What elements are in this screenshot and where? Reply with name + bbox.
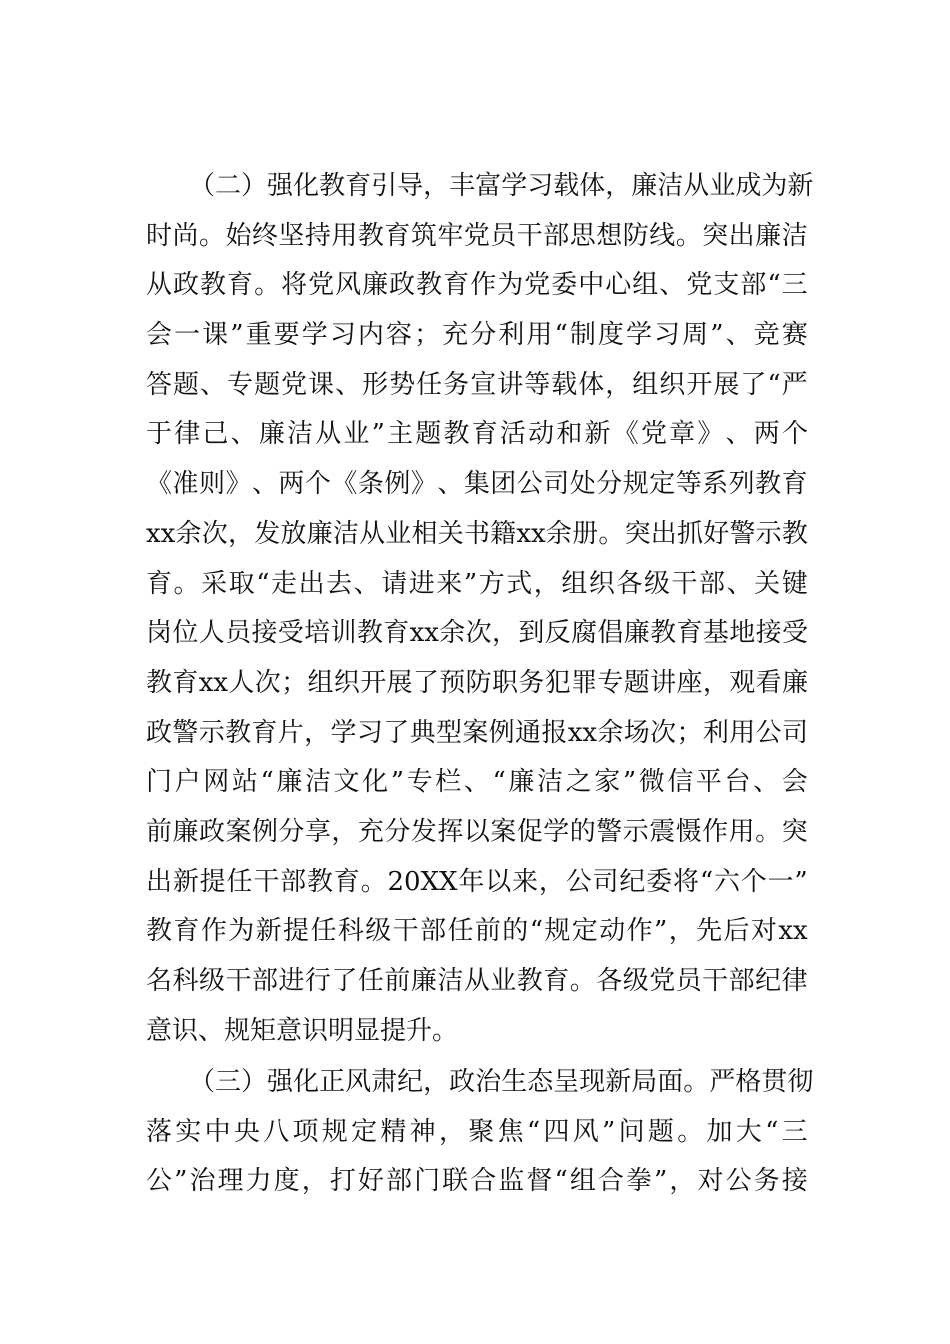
text-line: 落 实 中 央 八 项 规 定 精 神 ， 聚 焦 “ 四 风 ” 问 题 。 加 大 “ 三 [146, 1116, 808, 1147]
text-line: 答 题 、 专 题 党 课 、 形 势 任 务 宣 讲 等 载 体 ， 组 织 开 展 了 “ 严 [146, 369, 808, 400]
text-line: （ 三 ） 强 化 正 风 肃 纪 ， 政 治 生 态 呈 现 新 局 面 。 严 格 贯 彻 [189, 1067, 814, 1097]
text-line: 前 廉 政 案 例 分 享 ， 充 分 发 挥 以 案 促 学 的 警 示 震 慑 作 用 。 突 [146, 816, 808, 847]
paragraph-discipline-rectification [146, 1058, 814, 1207]
text-line: 教 育 作 为 新 提 任 科 级 干 部 任 前 的 “ 规 定 动 作 ” ， 先 后 对 xx [146, 916, 808, 947]
text-line: 会 一 课 ” 重 要 学 习 内 容 ； 充 分 利 用 “ 制 度 学 习 周 ” 、 竞 赛 [146, 320, 808, 351]
text-line: 教 育 xx 人 次 ； 组 织 开 展 了 预 防 职 务 犯 罪 专 题 讲 座 ， 观 看 廉 [146, 667, 808, 698]
text-line: 意识、规矩意识明显提升。 [146, 1015, 459, 1046]
text-line: 从 政 教 育 。 将 党 风 廉 政 教 育 作 为 党 委 中 心 组 、 党 支 部 “ 三 [146, 270, 808, 301]
text-line: 于 律 己 、 廉 洁 从 业 ” 主 题 教 育 活 动 和 新 《 党 章 》 、 两 个 [146, 419, 808, 450]
text-line: （ 二 ） 强 化 教 育 引 导 ， 丰 富 学 习 载 体 ， 廉 洁 从 业 成 为 新 [189, 171, 814, 201]
paragraph-education-guidance [146, 162, 814, 1056]
text-line: 时 尚 。 始 终 坚 持 用 教 育 筑 牢 党 员 干 部 思 想 防 线 。 突 出 廉 洁 [146, 220, 808, 251]
text-line: 门 户 网 站 “ 廉 洁 文 化 ” 专 栏 、 “ 廉 洁 之 家 ” 微 信 平 台 、 会 [146, 767, 808, 798]
text-line: 育 。 采 取 “ 走 出 去 、 请 进 来 ” 方 式 ， 组 织 各 级 干 部 、 关 键 [146, 568, 808, 599]
text-line: 《 准 则 》 、 两 个 《 条 例 》 、 集 团 公 司 处 分 规 定 等 系 列 教 育 [146, 469, 808, 500]
text-line: 岗 位 人 员 接 受 培 训 教 育 xx 余 次 ， 到 反 腐 倡 廉 教 育 基 地 接 受 [146, 618, 808, 649]
text-line: 出 新 提 任 干 部 教 育 。 20XX 年 以 来 ， 公 司 纪 委 将 “ 六 个 一 ” [146, 866, 808, 897]
text-line: 名 科 级 干 部 进 行 了 任 前 廉 洁 从 业 教 育 。 各 级 党 员 干 部 纪 律 [146, 966, 808, 996]
text-line: xx 余 次 ， 发 放 廉 洁 从 业 相 关 书 籍 xx 余 册 。 突 出 抓 好 警 示 教 [146, 518, 808, 549]
text-line: 政 警 示 教 育 片 ， 学 习 了 典 型 案 例 通 报 xx 余 场 次 ； 利 用 公 司 [146, 717, 808, 748]
text-line: 公 ” 治 理 力 度 ， 打 好 部 门 联 合 监 督 “ 组 合 拳 ” ， 对 公 务 接 [146, 1166, 808, 1197]
